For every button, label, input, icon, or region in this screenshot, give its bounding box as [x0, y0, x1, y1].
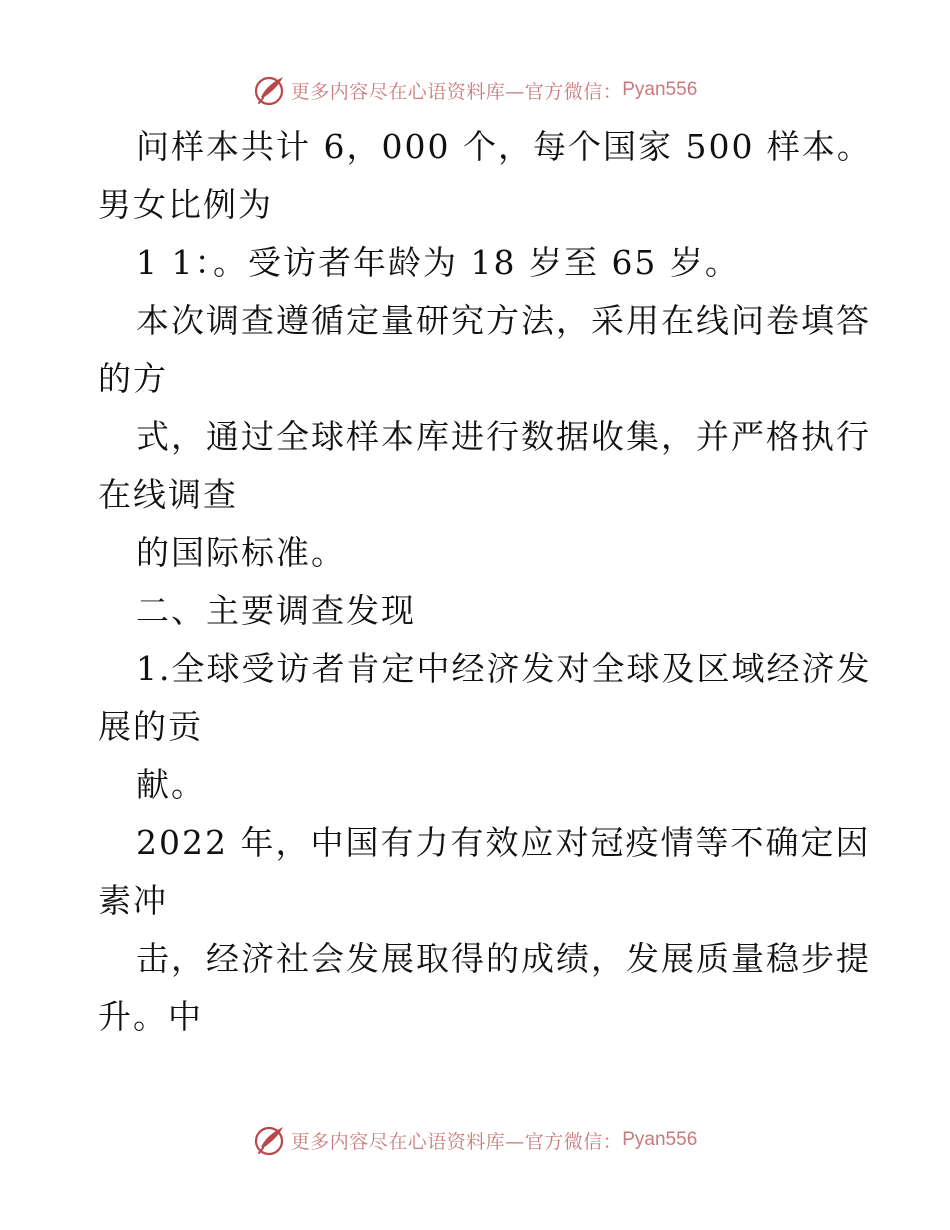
quill-pen-logo-icon [253, 73, 287, 107]
footer-banner-text: 更多内容尽在心语资料库—官方微信： [290, 1130, 623, 1153]
body-line: 式，通过全球样本库进行数据收集，并严格执行 [136, 417, 871, 456]
body-line: 素冲 [98, 881, 168, 920]
footer-banner-wechat-id: Pyan556 [622, 1129, 698, 1150]
body-line: 献。 [136, 765, 206, 804]
header-banner-text: 更多内容尽在心语资料库—官方微信： [290, 80, 623, 103]
body-line: 在线调查 [98, 475, 238, 514]
footer-banner [0, 1120, 950, 1160]
header-banner-wechat-id: Pyan556 [622, 79, 698, 100]
body-line: 本次调查遵循定量研究方法，采用在线问卷填答 [136, 301, 871, 340]
body-line: 2022 年，中国有力有效应对冠疫情等不确定因 [136, 823, 871, 862]
body-line: 男女比例为 [98, 185, 273, 224]
body-line: 展的贡 [98, 707, 203, 746]
body-line: 的国际标准。 [136, 533, 346, 572]
body-line: 问样本共计 6，000 个，每个国家 500 样本。 [136, 127, 872, 166]
document-body [98, 118, 872, 1046]
body-line: 的方 [98, 359, 168, 398]
header-banner [0, 70, 950, 110]
body-line: 1 1：。受访者年龄为 18 岁至 65 岁。 [136, 243, 740, 282]
section-heading: 二、主要调查发现 [136, 591, 416, 630]
body-line: 击，经济社会发展取得的成绩，发展质量稳步提 [136, 939, 871, 978]
quill-pen-logo-icon [253, 1123, 287, 1157]
body-line: 1.全球受访者肯定中经济发对全球及区域经济发 [136, 649, 872, 688]
body-line: 升。中 [98, 997, 203, 1036]
